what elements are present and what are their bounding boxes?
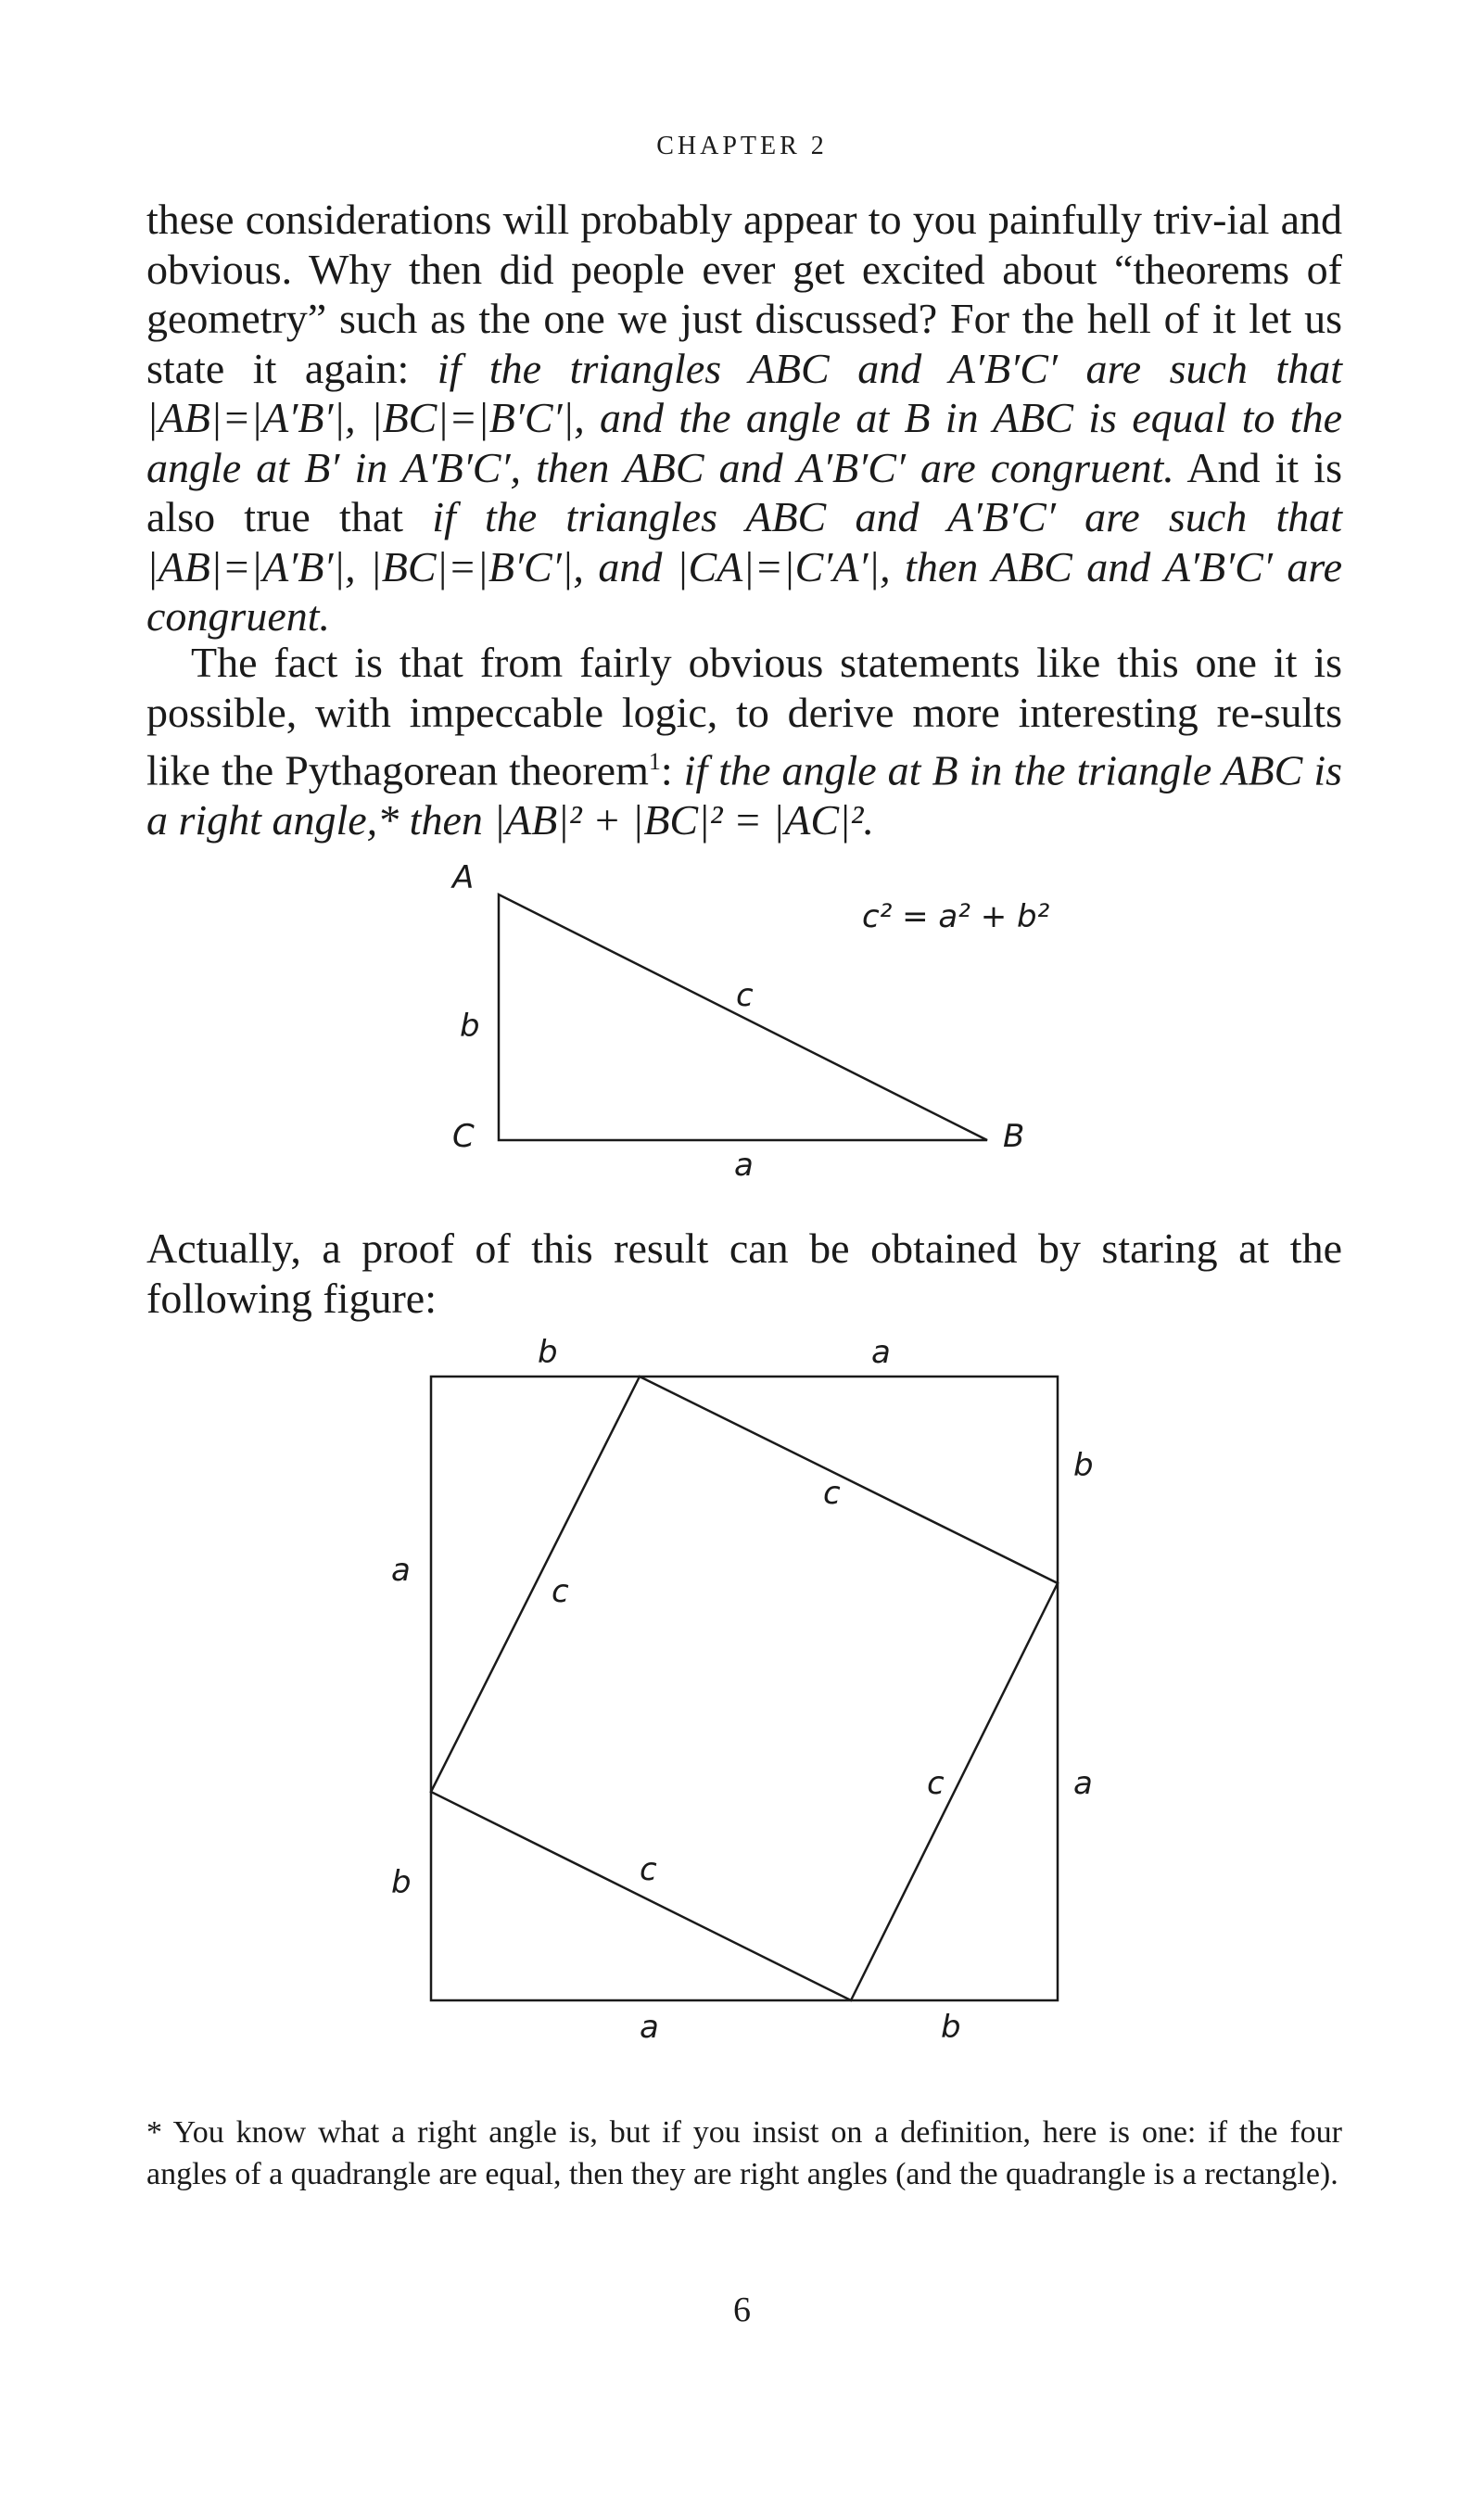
- p2-colon: :: [660, 746, 684, 794]
- label-c-left: c: [552, 1573, 569, 1610]
- label-top-b: b: [538, 1334, 558, 1371]
- p1-theorem-sss: if the triangles ABC and A′B′C′ are such that |AB|=|A′B′|, |BC|=|B′C′|, and |CA|=|C′A′|, then ABC and A′B′C′ are congruent.: [146, 493, 1343, 640]
- label-c-top: c: [823, 1475, 841, 1512]
- p1-text: these considerations will probably appear to you painfully triv-ial and obvious. Why then did people ever get excited about “theorems of geometry” such as the one we just discussed? For the hell of it let us state it again:: [146, 196, 1342, 392]
- label-top-a: a: [871, 1334, 891, 1371]
- chapter-header: CHAPTER 2: [656, 132, 828, 160]
- inner-tilted-square: [431, 1377, 1058, 2000]
- footnote: * You know what a right angle is, but if you insist on a definition, here is one: if the four angles of a quadrangle are equal, then they are right angles (and the quadrangle is a rectangle).: [146, 2115, 1342, 2191]
- right-triangle-figure: [450, 859, 1050, 1184]
- side-label-b: b: [460, 1008, 480, 1045]
- label-c-bottom: c: [640, 1851, 657, 1888]
- outer-square: [431, 1377, 1058, 2000]
- label-right-b: b: [1073, 1447, 1094, 1484]
- vertex-label-C: C: [452, 1118, 475, 1155]
- label-right-a: a: [1073, 1765, 1093, 1802]
- side-label-a: a: [734, 1147, 754, 1184]
- p1-theorem-sas: if the triangles ABC and A′B′C′ are such that |AB|=|A′B′|, |BC|=|B′C′|, and the angle at B in ABC is equal to the angle at B′ in A′B′C′, then ABC and A′B′C′ are congruent.: [146, 344, 1342, 491]
- paragraph-proof-intro: Actually, a proof of this result can be obtained by staring at the following figure:: [146, 1225, 1342, 1322]
- vertex-label-A: A: [452, 859, 475, 896]
- label-bottom-b: b: [941, 2009, 961, 2046]
- side-label-c: c: [736, 977, 754, 1014]
- footnote-ref: 1: [648, 748, 661, 775]
- square-proof-figure: [391, 1334, 1094, 2046]
- vertex-label-B: B: [1003, 1118, 1025, 1155]
- p2-theorem-statement: if the angle at B in the triangle ABC is a right angle,* then |AB|² + |BC|² = |AC|².: [146, 746, 1343, 844]
- label-bottom-a: a: [640, 2009, 659, 2046]
- label-c-right: c: [927, 1765, 945, 1802]
- page-number: 6: [733, 2291, 751, 2329]
- p1-connector: And it is also true that: [146, 443, 1342, 540]
- pythagoras-formula: c² = a² + b²: [862, 898, 1050, 935]
- label-left-a: a: [391, 1552, 411, 1589]
- p2-text: The fact is that from fairly obvious statements like this one it is possible, with impeccable logic, to derive more interesting re-sults like the Pythagorean theorem: [146, 639, 1342, 794]
- label-left-b: b: [391, 1864, 412, 1901]
